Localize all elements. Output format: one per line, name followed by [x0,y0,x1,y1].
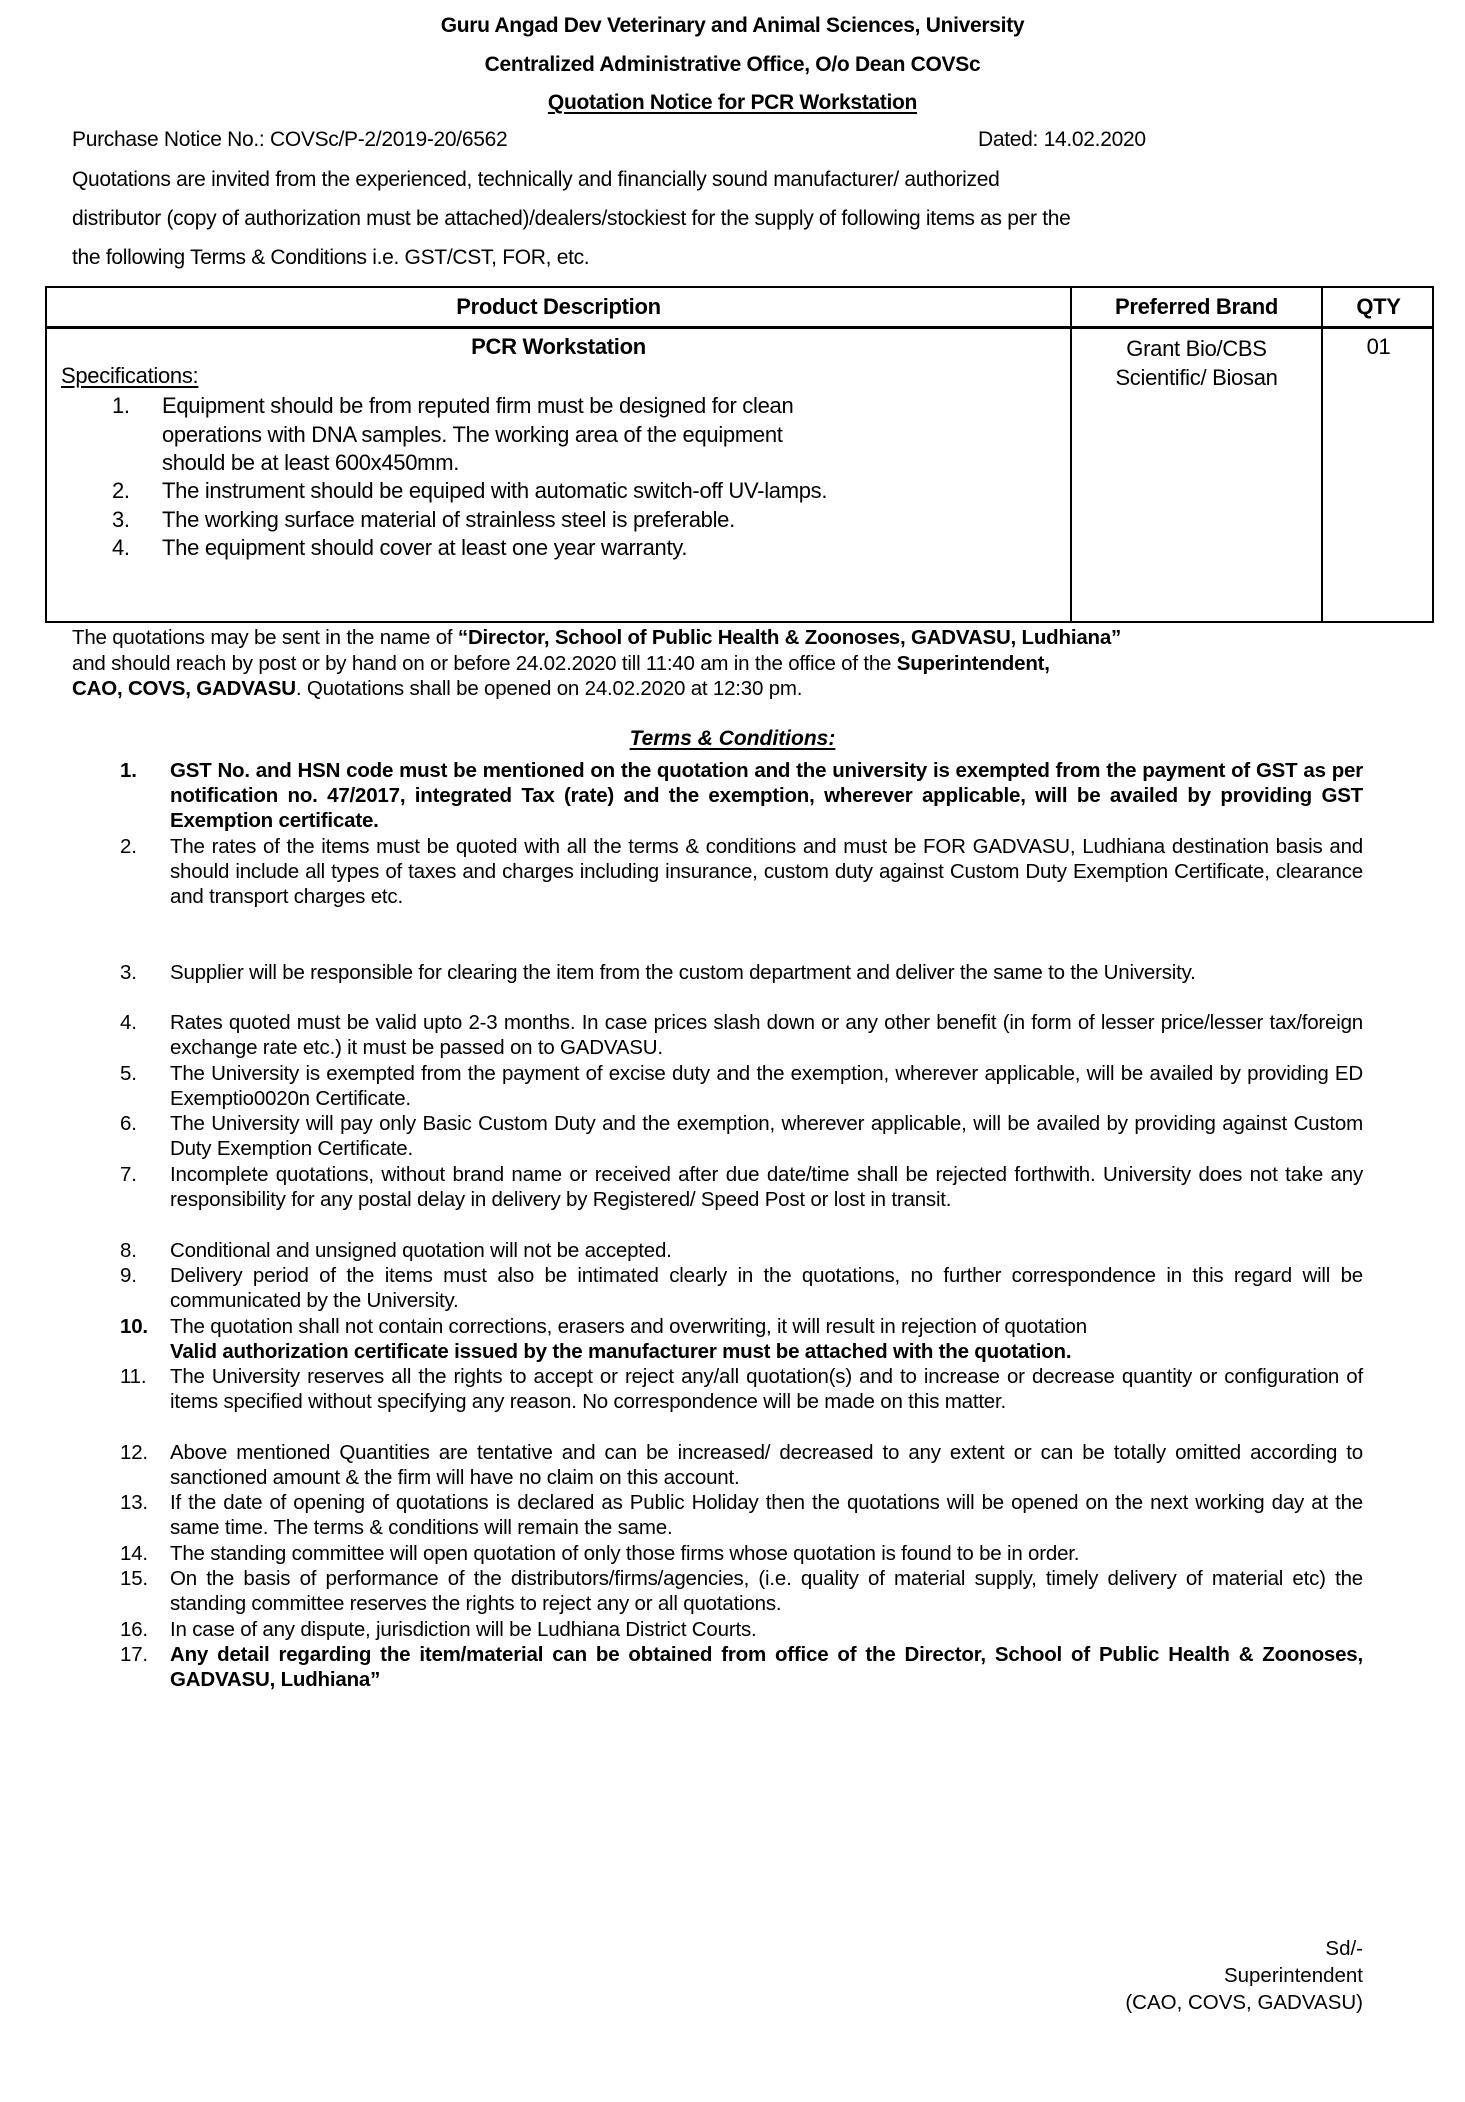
term-text: Rates quoted must be valid upto 2-3 months. In case prices slash down or any other benefit (in form of lesser price/lesser tax/foreign exchange rate etc.) it must be passed on to GADVASU. [170,1011,1363,1060]
term-text: Conditional and unsigned quotation will not be accepted. [170,1239,672,1262]
term-text: Incomplete quotations, without brand name or received after due date/time shall be rejected forthwith. University does not take any responsibility for any postal delay in delivery by Registered/ Speed Post or lost in transit. [170,1163,1363,1212]
spec-text: The equipment should cover at least one year warranty. [162,535,688,560]
spec-text: The instrument should be equiped with automatic switch-off UV-lamps. [162,478,828,503]
spec-number: 4. [112,535,130,560]
term-text: The quotation shall not contain corrections, erasers and overwriting, it will result in rejection of quotation Valid authorization certificate issued by the manufacturer must be attached with the quotation. [170,1315,1087,1364]
spec-number: 1. [112,393,130,418]
spec-number: 3. [112,507,130,532]
submission-line-1: The quotations may be sent in the name of “Director, School of Public Health & Zoonoses, GADVASU, Ludhiana” [72,626,1122,649]
terms-title: Terms & Conditions: [629,727,836,750]
term-text: GST No. and HSN code must be mentioned on the quotation and the university is exempted from the payment of GST as per notification no. 47/2017, integrated Tax (rate) and the exemption, wherever applicable, will be availed by providing GST Exemption certificate. [170,759,1363,833]
term-number: 15. [120,1567,148,1590]
product-table [45,286,1434,623]
term-number: 7. [120,1163,137,1186]
brand-line: Grant Bio/CBS [1126,336,1267,361]
term-number: 10. [120,1315,148,1338]
term-text: Any detail regarding the item/material can be obtained from office of the Director, School of Public Health & Zoonoses, GADVASU, Ludhiana” [170,1643,1363,1692]
term-number: 16. [120,1618,148,1641]
office-name: Centralized Administrative Office, O/o Dean COVSc [484,53,981,76]
intro-line-3: the following Terms & Conditions i.e. GST/CST, FOR, etc. [72,246,590,269]
term-number: 17. [120,1643,148,1666]
term-text: The University is exempted from the payment of excise duty and the exemption, wherever applicable, will be availed by providing ED Exemptio0020n Certificate. [170,1062,1363,1111]
signature-sd: Sd/- [1325,1937,1363,1960]
term-number: 13. [120,1491,148,1514]
term-number: 3. [120,961,137,984]
preferred-brand [1072,334,1321,392]
term-number: 8. [120,1239,137,1262]
spec-line: should be at least 600x450mm. [162,450,460,475]
term-number: 11. [120,1365,147,1388]
term-text: The standing committee will open quotation of only those firms whose quotation is found to be in order. [170,1542,1080,1565]
submission-line-2: and should reach by post or by hand on or before 24.02.2020 till 11:40 am in the office of the Superintendent, [72,651,1050,675]
term-number: 5. [120,1062,137,1085]
product-name: PCR Workstation [471,334,646,359]
term-text: On the basis of performance of the distributors/firms/agencies, (i.e. quality of material supply, timely delivery of material etc) the standing committee reserves the rights to reject any or all quotations. [170,1567,1363,1616]
university-name: Guru Angad Dev Veterinary and Animal Sciences, University [440,14,1025,37]
term-text: The University will pay only Basic Custom Duty and the exemption, wherever applicable, will be availed by providing against Custom Duty Exemption Certificate. [170,1112,1363,1161]
signature-designation: Superintendent [1223,1964,1363,1987]
authorization-requirement: Valid authorization certificate issued by the manufacturer must be attached with the quotation. [170,1340,1072,1364]
quantity: 01 [1366,334,1391,359]
intro-line-1: Quotations are invited from the experienced, technically and financially sound manufacturer/ authorized [72,168,1000,191]
term-number: 6. [120,1112,137,1135]
term-text: Supplier will be responsible for clearing the item from the custom department and deliver the same to the University. [170,961,1196,984]
addressee: “Director, School of Public Health & Zoonoses, GADVASU, Ludhiana” [457,626,1122,649]
column-header-product: Product Description [456,294,661,319]
term-text: If the date of opening of quotations is declared as Public Holiday then the quotations will be opened on the next working day at the same time. The terms & conditions will remain the same. [170,1491,1363,1540]
spec-text: The working surface material of strainless steel is preferable. [162,507,735,532]
term-number: 14. [120,1542,148,1565]
purchase-notice-number: Purchase Notice No.: COVSc/P-2/2019-20/6562 [72,128,508,151]
intro-line-2: distributor (copy of authorization must be attached)/dealers/stockiest for the supply of following items as per the [72,207,1071,230]
signature-office: (CAO, COVS, GADVASU) [1125,1991,1363,2014]
submission-paragraph [72,625,1362,702]
term-number: 12. [120,1441,148,1464]
spec-text [162,392,1062,478]
brand-line: Scientific/ Biosan [1115,365,1278,390]
spec-line: operations with DNA samples. The working area of the equipment [162,421,783,447]
spec-line: Equipment should be from reputed firm must be designed for clean [162,393,794,418]
specifications-label: Specifications: [61,363,199,388]
term-number: 2. [120,835,137,858]
term-number: 9. [120,1264,137,1287]
notice-date: Dated: 14.02.2020 [978,128,1146,151]
term-number: 4. [120,1011,137,1034]
column-header-qty: QTY [1356,294,1401,319]
term-text: Delivery period of the items must also be intimated clearly in the quotations, no further correspondence in this regard will be communicated by the University. [170,1264,1363,1313]
term-text: The rates of the items must be quoted with all the terms & conditions and must be FOR GADVASU, Ludhiana destination basis and should include all types of taxes and charges including insurance, custom duty against Custom Duty Exemption Certificate, clearance and transport charges etc. [170,835,1363,909]
notice-title: Quotation Notice for PCR Workstation [547,91,918,114]
spec-number: 2. [112,478,130,503]
submission-line-3: CAO, COVS, GADVASU. Quotations shall be opened on 24.02.2020 at 12:30 pm. [72,677,803,700]
term-text: Above mentioned Quantities are tentative and can be increased/ decreased to any extent or can be totally omitted according to sanctioned amount & the firm will have no claim on this account. [170,1441,1363,1490]
term-text: In case of any dispute, jurisdiction will be Ludhiana District Courts. [170,1618,757,1641]
term-text: The University reserves all the rights to accept or reject any/all quotation(s) and to increase or decrease quantity or configuration of items specified without specifying any reason. No correspondence will be made on this matter. [170,1365,1363,1414]
column-header-brand: Preferred Brand [1114,294,1278,319]
term-number: 1. [120,759,137,782]
